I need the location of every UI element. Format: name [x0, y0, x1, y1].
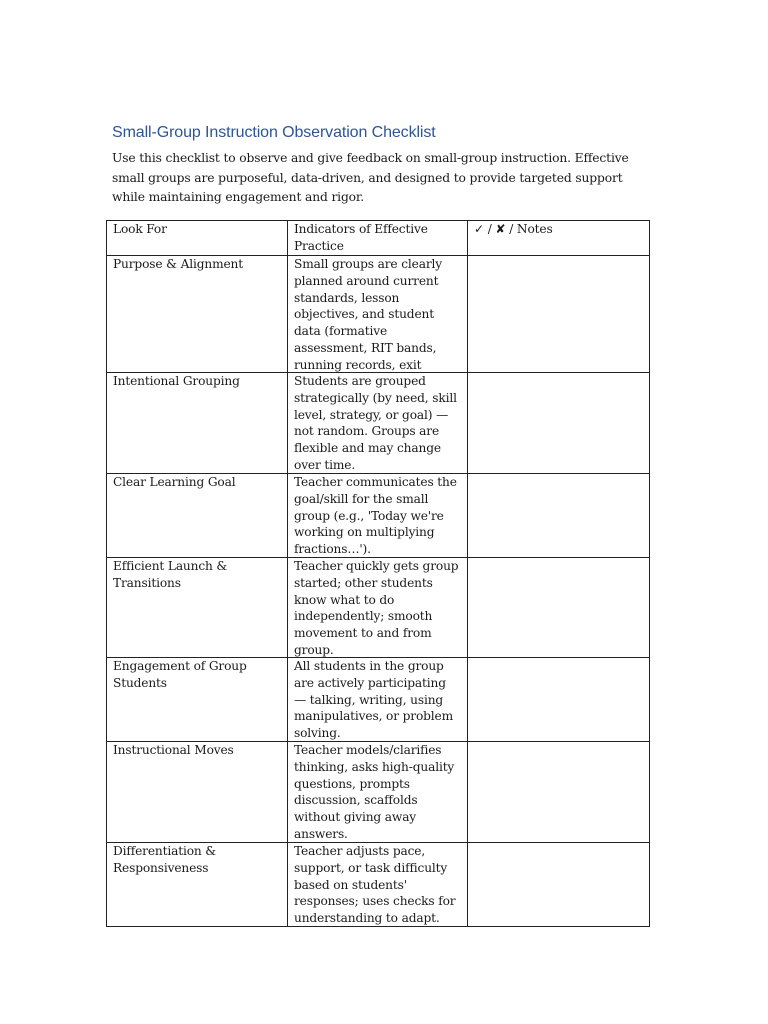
- indicators-cell: [288, 373, 468, 474]
- notes-cell[interactable]: [468, 558, 650, 658]
- indicators-cell: [288, 558, 468, 658]
- indicators-text: Teacher communicates the goal/skill for the small group (e.g., 'Today we're working on multiplying fractions…').: [294, 475, 457, 557]
- look-for-cell: Engagement of Group Students: [107, 658, 288, 742]
- look-for-cell: Intentional Grouping: [107, 373, 288, 474]
- indicators-text: Teacher adjusts pace, support, or task difficulty based on students' responses; uses checks for understanding to adapt.: [294, 844, 456, 926]
- indicators-cell: [288, 742, 468, 843]
- header-look-for: Look For: [107, 221, 288, 256]
- document-title: Small-Group Instruction Observation Checklist: [112, 124, 436, 141]
- notes-cell[interactable]: [468, 742, 650, 843]
- table-row: [107, 474, 650, 558]
- indicators-text: Students are grouped strategically (by need, skill level, strategy, or goal) — not random. Groups are flexible and may change over time.: [294, 374, 457, 472]
- table-row: [107, 658, 650, 742]
- table-row: [107, 558, 650, 658]
- notes-cell[interactable]: [468, 373, 650, 474]
- look-for-cell: Efficient Launch & Transitions: [107, 558, 288, 658]
- table-row: [107, 256, 650, 373]
- indicators-cell: [288, 474, 468, 558]
- intro-paragraph: Use this checklist to observe and give feedback on small-group instruction. Effective small groups are purposeful, data-driven, and designed to provide targeted support while maintaining engagement and rigor.: [112, 151, 629, 204]
- table-header-row: [107, 221, 650, 256]
- look-for-cell: Clear Learning Goal: [107, 474, 288, 558]
- table-row: [107, 843, 650, 927]
- table-row: [107, 742, 650, 843]
- notes-cell[interactable]: [468, 843, 650, 927]
- indicators-cell: [288, 843, 468, 927]
- indicators-text: Teacher quickly gets group started; other students know what to do independently; smooth movement to and from group.: [294, 559, 459, 657]
- look-for-cell: Differentiation & Responsiveness: [107, 843, 288, 927]
- look-for-cell: Purpose & Alignment: [107, 256, 288, 373]
- indicators-text: Small groups are clearly planned around current standards, lesson objectives, and student data (formative assessment, RIT bands, running records, exit: [294, 257, 442, 372]
- notes-cell[interactable]: [468, 256, 650, 373]
- indicators-cell: [288, 658, 468, 742]
- notes-cell[interactable]: [468, 474, 650, 558]
- look-for-cell: Instructional Moves: [107, 742, 288, 843]
- header-notes: ✓ / ✘ / Notes: [468, 221, 650, 256]
- header-indicators: Indicators of Effective Practice: [288, 221, 468, 256]
- checklist-table: [106, 220, 650, 927]
- notes-cell[interactable]: [468, 658, 650, 742]
- table-row: [107, 373, 650, 474]
- indicators-text: All students in the group are actively participating — talking, writing, using manipulatives, or problem solving.: [294, 659, 454, 741]
- indicators-cell: [288, 256, 468, 373]
- indicators-text: Teacher models/clarifies thinking, asks high-quality questions, prompts discussion, scaffolds without giving away answers.: [294, 743, 455, 841]
